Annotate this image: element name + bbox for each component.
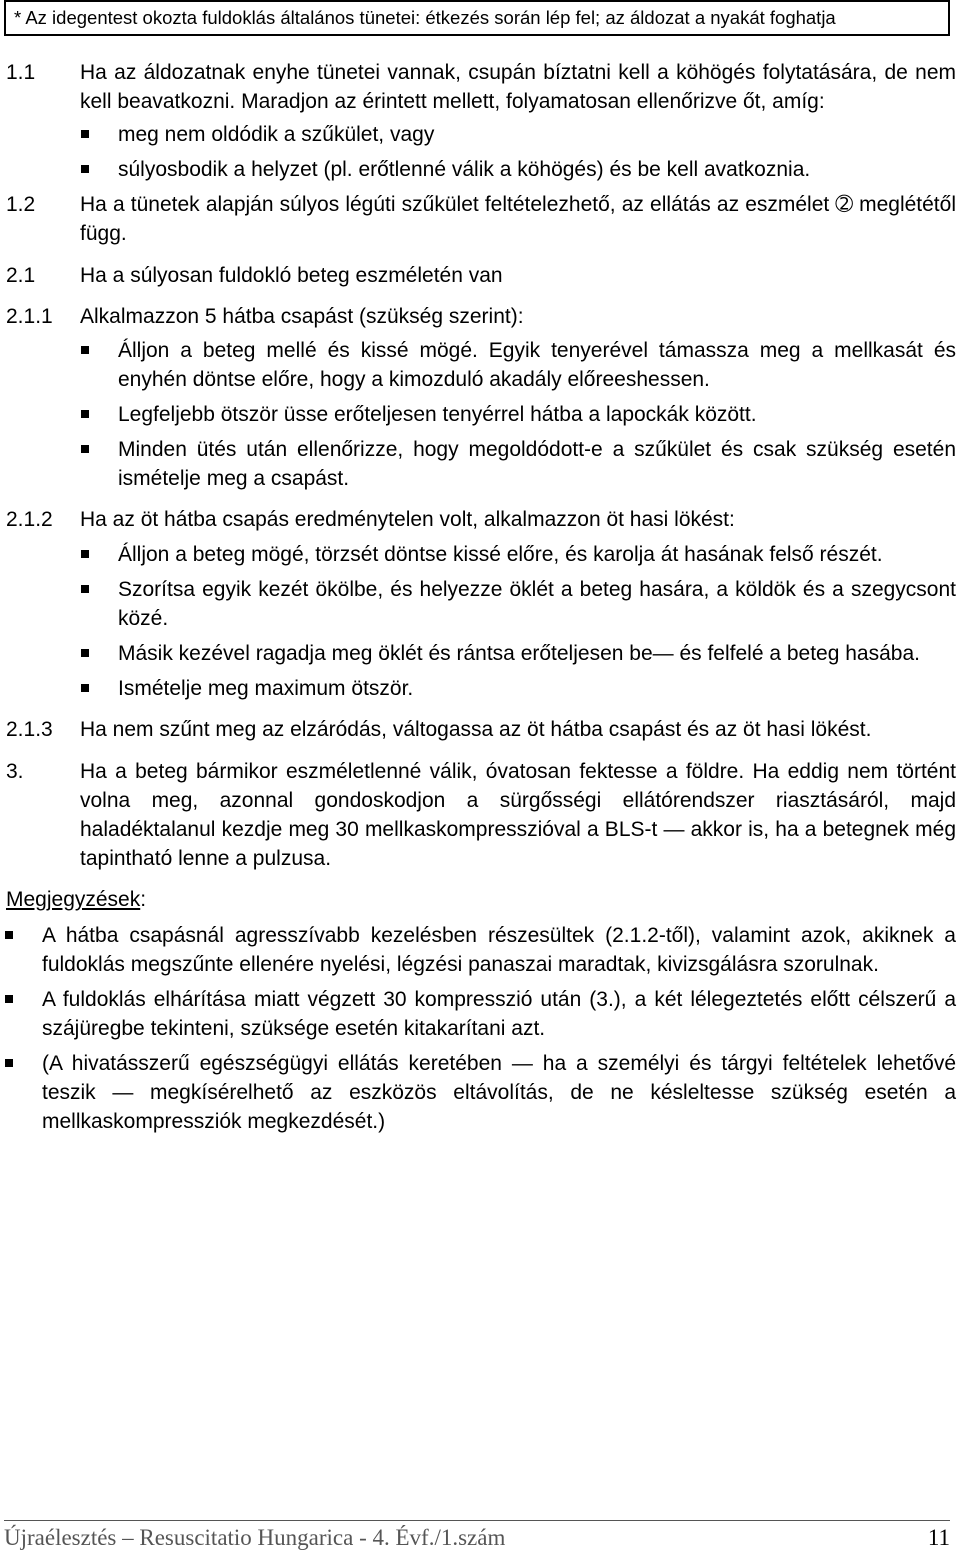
section-number: 2.1.3 (6, 718, 53, 741)
list-item: Legfeljebb ötször üsse erőteljesen tenyérrel hátba a lapockák között. (80, 400, 956, 429)
section-2-1 (0, 261, 960, 290)
list-item: Ismételje meg maximum ötször. (80, 674, 956, 703)
section-1-2 (0, 190, 960, 248)
section-text: Ha a beteg bármikor eszméletlenné válik, óvatosan fektesse a földre. Ha eddig nem történt volna meg, azonnal gondoskodjon a sürgősségi ellátórendszer riasztásáról, majd haladéktalanul kezdje meg 30 mellkaskompresszióval a BLS-t — akkor is, ha a betegnek még tapintható lenne a pulzusa. (80, 760, 956, 870)
footer-journal: Újraélesztés – Resuscitatio Hungarica - 4. Évf./1.szám (4, 1525, 506, 1550)
section-text: Ha nem szűnt meg az elzáródás, váltogassa az öt hátba csapást és az öt hasi lökést. (80, 718, 872, 741)
section-1-1 (0, 58, 960, 116)
section-number: 2.1.1 (6, 305, 53, 328)
list-item: A fuldoklás elhárítása miatt végzett 30 kompresszió után (3.), a két lélegeztetés előtt célszerű a szájüregbe tekinteni, szüksége esetén kitakarítani azt. (4, 985, 956, 1043)
bullet-list (80, 540, 956, 703)
notes-heading (0, 885, 960, 914)
section-number: 3. (6, 760, 24, 783)
section-text: Ha az áldozatnak enyhe tünetei vannak, csupán bíztatni kell a köhögés folytatására, de nem kell beavatkozni. Maradjon az érintett mellett, folyamatosan ellenőrizve őt, amíg: (80, 61, 956, 113)
list-item: Minden ütés után ellenőrizze, hogy megoldódott-e a szűkület és csak szükség esetén ismételje meg a csapást. (80, 435, 956, 493)
bullet-list (80, 120, 956, 184)
notes-list (4, 921, 956, 1136)
document-body (0, 58, 960, 1136)
list-item: (A hivatásszerű egészségügyi ellátás keretében — ha a személyi és tárgyi feltételek lehetővé teszik — megkísérelhető az eszközös eltávolítás, de ne késleltesse szükség esetén a mellkaskompressziók megkezdését.) (4, 1049, 956, 1136)
list-item: Másik kezével ragadja meg öklét és rántsa erőteljesen be— és felfelé a beteg hasába. (80, 639, 956, 668)
page-number: 11 (927, 1525, 950, 1550)
list-item: Álljon a beteg mögé, törzsét döntse kissé előre, és karolja át hasának felső részét. (80, 540, 956, 569)
list-item: Szorítsa egyik kezét ökölbe, és helyezze öklét a beteg hasára, a köldök és a szegycsont közé. (80, 575, 956, 633)
list-item: meg nem oldódik a szűkület, vagy (80, 120, 956, 149)
list-item: Álljon a beteg mellé és kissé mögé. Egyik tenyerével támassza meg a mellkasát és enyhén döntse előre, hogy a kimozduló akadály előreeshessen. (80, 336, 956, 394)
list-item: súlyosbodik a helyzet (pl. erőtlenné válik a köhögés) és be kell avatkoznia. (80, 155, 956, 184)
section-text: Alkalmazzon 5 hátba csapást (szükség szerint): (80, 305, 524, 328)
section-number: 2.1.2 (6, 508, 53, 531)
section-number: 2.1 (6, 264, 36, 287)
section-text: Ha a súlyosan fuldokló beteg eszméletén van (80, 264, 503, 287)
section-text: Ha a tünetek alapján súlyos légúti szűkület feltételezhető, az ellátás az eszmélet ➁ meglététől függ. (80, 193, 956, 245)
notes-title-suffix: : (140, 888, 147, 911)
section-number: 1.2 (6, 193, 36, 216)
page-footer (4, 1520, 950, 1556)
section-text: Ha az öt hátba csapás eredménytelen volt, alkalmazzon öt hasi lökést: (80, 508, 735, 531)
bullet-list (80, 336, 956, 493)
list-item: A hátba csapásnál agresszívabb kezelésben részesültek (2.1.2-től), valamint azok, akiknek a fuldoklás megszűnte ellenére nyelési, légzési panaszai maradtak, kivizsgálásra szorulnak. (4, 921, 956, 979)
section-2-1-3 (0, 715, 960, 744)
section-2-1-2 (0, 505, 960, 534)
page-header: * Az idegentest okozta fuldoklás általános tünetei: étkezés során lép fel; az áldozat a nyakát foghatja (4, 0, 950, 36)
section-number: 1.1 (6, 61, 36, 84)
section-2-1-1 (0, 302, 960, 331)
section-3 (0, 757, 960, 873)
notes-title: Megjegyzések (6, 888, 141, 911)
